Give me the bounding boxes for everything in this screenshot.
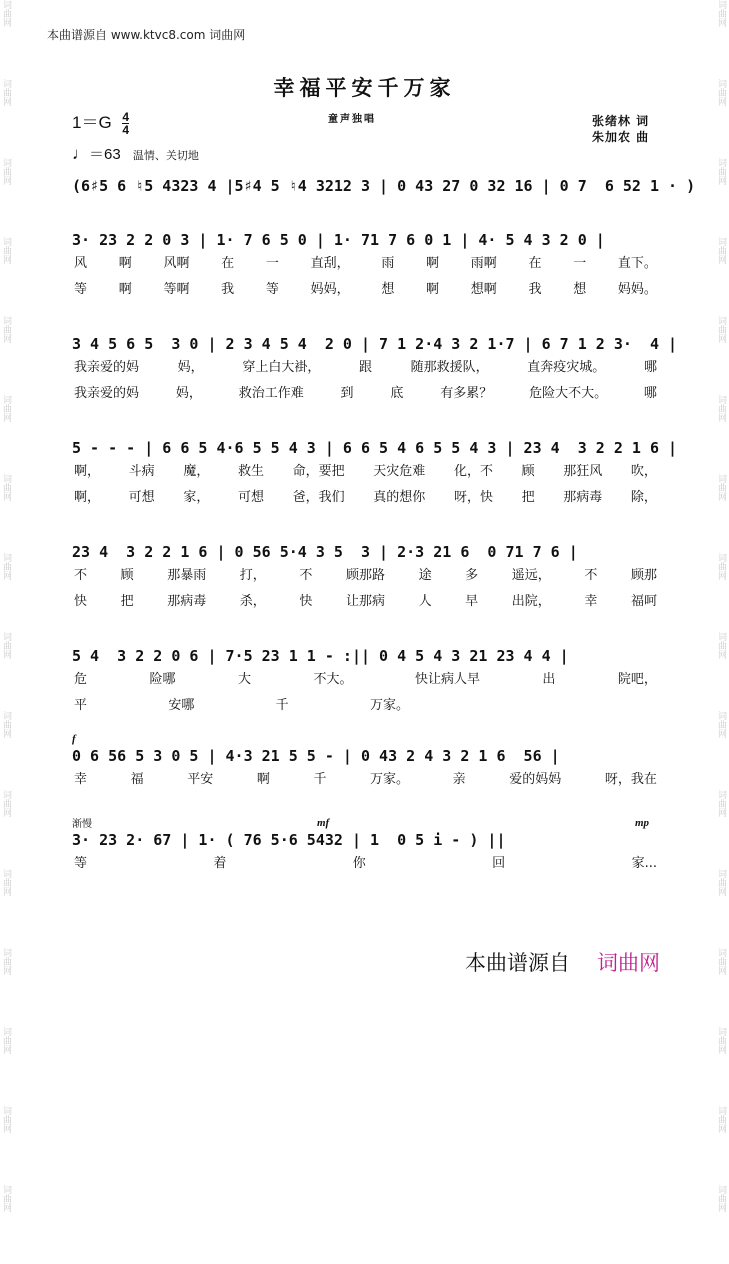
lyric-word: 快	[299, 594, 313, 609]
lyric-word: 顾那	[630, 568, 657, 583]
watermark-text: 词曲网	[716, 395, 726, 422]
lyric-word: 打，	[239, 568, 266, 583]
source-header: 本曲谱源自 www.ktvc8.com 词曲网	[47, 28, 246, 42]
lyric-word: 出院，	[511, 594, 551, 609]
lyric-line	[72, 251, 659, 277]
score-system	[72, 229, 659, 333]
lyric-word: 雨	[381, 256, 395, 271]
lyric-line	[72, 485, 659, 511]
score-system	[72, 645, 659, 745]
lyric-word: 把	[521, 490, 535, 505]
lyric-word: 那病毒	[563, 490, 603, 505]
dynamic-mf: mf	[317, 817, 330, 829]
lyric-word: 快让病人早	[414, 672, 480, 687]
lyric-word: 雨啊	[470, 256, 497, 271]
watermark-text: 词曲网	[716, 1106, 726, 1133]
lyric-line	[72, 277, 659, 303]
lyric-word: 直刮，	[310, 256, 350, 271]
lyric-word: 那狂风	[563, 464, 603, 479]
key-text: 1＝G	[72, 113, 112, 132]
watermark-text: 词曲网	[1, 474, 11, 501]
tempo-change-marking: 渐慢	[72, 819, 92, 830]
watermark-text: 词曲网	[1, 553, 11, 580]
tempo-value: ＝63	[89, 146, 121, 163]
lyric-word: 风啊	[163, 256, 190, 271]
watermark-text: 词曲网	[716, 553, 726, 580]
lyric-word: 风	[74, 256, 88, 271]
watermark-text: 词曲网	[1, 1185, 11, 1212]
watermark-text: 词曲网	[1, 948, 11, 975]
lyric-word: 妈，	[177, 360, 204, 375]
lyric-word: 着	[213, 856, 227, 871]
watermark-text: 词曲网	[716, 711, 726, 738]
lyric-word: 呀，我在	[604, 772, 657, 787]
lyric-word: 平	[74, 698, 88, 713]
lyric-word: 途	[418, 568, 432, 583]
lyric-line	[72, 459, 659, 485]
notation-line: 0 6 56 5 3 0 5 | 4·3 21 5 5 - | 0 43 2 4 3 2 1 6 56 |	[72, 747, 560, 765]
lyric-word: 快	[74, 594, 88, 609]
score-system	[72, 437, 678, 541]
watermark-text: 词曲网	[1, 711, 11, 738]
lyric-word: 那暴雨	[167, 568, 207, 583]
lyric-word: 万家。	[369, 698, 409, 713]
watermark-text: 词曲网	[716, 1027, 726, 1054]
lyric-word: 那病毒	[167, 594, 207, 609]
lyric-word: 院吧，	[617, 672, 657, 687]
lyric-word: 穿上白大褂，	[242, 360, 321, 375]
lyric-word: 跟	[358, 360, 372, 375]
lyric-line	[72, 767, 659, 793]
lyric-word: 千	[275, 698, 289, 713]
lyric-word: 顾	[120, 568, 134, 583]
lyric-word: 福呵	[630, 594, 657, 609]
watermark-text: 词曲网	[716, 316, 726, 343]
lyric-word: 等	[74, 856, 88, 871]
lyric-word: 人	[418, 594, 432, 609]
lyric-word: 遥远，	[511, 568, 551, 583]
lyric-word: 直奔疫灾城。	[527, 360, 606, 375]
lyric-word: 我	[528, 282, 542, 297]
time-sig-top: 4	[122, 110, 130, 125]
lyric-word: 底	[390, 386, 404, 401]
lyric-word: 啊	[118, 282, 132, 297]
watermark-text: 词曲网	[716, 0, 726, 27]
lyric-word: 啊	[256, 772, 270, 787]
lyric-line	[72, 667, 659, 693]
score-system	[72, 733, 659, 829]
lyric-word: 你	[352, 856, 366, 871]
lyric-word: 妈妈，	[310, 282, 350, 297]
watermark-text: 词曲网	[1, 0, 11, 27]
lyric-word: 亲	[452, 772, 466, 787]
watermark-text: 词曲网	[1, 632, 11, 659]
lyric-word: 救治工作难	[238, 386, 304, 401]
lyric-word: 千	[313, 772, 327, 787]
lyric-word: 化，不	[453, 464, 493, 479]
watermark-text: 词曲网	[1, 790, 11, 817]
lyric-word: 想	[381, 282, 395, 297]
notation-line: 3· 23 2· 67 | 1· ( 76 5·6 5432 | 1 0 5 i - ) ||	[72, 831, 506, 849]
dynamic-mp: mp	[634, 817, 649, 829]
watermark-text: 词曲网	[716, 790, 726, 817]
lyric-word: 把	[120, 594, 134, 609]
lyric-word: 哪	[643, 360, 657, 375]
lyric-word: 天灾危难	[373, 464, 426, 479]
lyric-word: 我	[221, 282, 235, 297]
lyric-word: 让那病	[345, 594, 385, 609]
lyric-word: 在	[528, 256, 542, 271]
lyric-word: 回	[492, 856, 506, 871]
lyric-word: 早	[465, 594, 479, 609]
lyric-word: 除，	[630, 490, 657, 505]
lyric-word: 啊，	[74, 490, 101, 505]
side-watermark-left	[0, 0, 14, 1264]
performance-type: 童声独唱	[328, 114, 376, 125]
lyric-line	[72, 563, 659, 589]
lyric-line	[72, 381, 659, 407]
lyric-word: 哪	[643, 386, 657, 401]
notation-line: 23 4 3 2 2 1 6 | 0 56 5·4 3 5 3 | 2·3 21 6 0 71 7 6 |	[72, 543, 578, 561]
lyric-word: 爸，我们	[292, 490, 345, 505]
lyric-word: 等啊	[163, 282, 190, 297]
lyric-word: 等	[265, 282, 279, 297]
watermark-text: 词曲网	[1, 79, 11, 106]
lyric-word: 想啊	[470, 282, 497, 297]
lyric-word: 真的想你	[373, 490, 426, 505]
notation-line: 5 - - - | 6 6 5 4·6 5 5 4 3 | 6 6 5 4 6 5 5 4 3 | 23 4 3 2 2 1 6 |	[72, 439, 678, 457]
lyric-word: 直下。	[617, 256, 657, 271]
quarter-note-icon: ♩	[72, 144, 89, 163]
lyric-word: 杀，	[239, 594, 266, 609]
watermark-text: 词曲网	[716, 632, 726, 659]
lyric-word: 到	[340, 386, 354, 401]
lyric-word: 有多累？	[440, 386, 493, 401]
lyric-word: 家...	[631, 856, 657, 871]
lyric-line	[72, 355, 659, 381]
watermark-text: 词曲网	[716, 158, 726, 185]
lyric-word: 妈，	[175, 386, 202, 401]
watermark-text: 词曲网	[1, 316, 11, 343]
lyric-word: 吹，	[630, 464, 657, 479]
lyric-word: 大	[237, 672, 251, 687]
music-score	[72, 175, 696, 919]
lyric-word: 爱的妈妈	[509, 772, 562, 787]
lyric-word: 危	[74, 672, 88, 687]
watermark-text: 词曲网	[716, 474, 726, 501]
watermark-text: 词曲网	[716, 948, 726, 975]
lyric-word: 不	[299, 568, 313, 583]
lyric-word: 一	[265, 256, 279, 271]
watermark-text: 词曲网	[1, 395, 11, 422]
watermark-text: 词曲网	[716, 79, 726, 106]
composer-credit: 朱加农 曲	[592, 130, 650, 144]
lyric-word: 不	[74, 568, 88, 583]
lyric-word: 啊	[118, 256, 132, 271]
watermark-text: 词曲网	[1, 158, 11, 185]
lyric-word: 等	[74, 282, 88, 297]
lyric-word: 福	[130, 772, 144, 787]
notation-line: 5 4 3 2 2 0 6 | 7·5 23 1 1 - :|| 0 4 5 4 3 21 23 4 4 |	[72, 647, 569, 665]
time-signature	[122, 111, 129, 136]
expression-text: 温情、关切地	[132, 150, 199, 162]
lyric-word: 想	[573, 282, 587, 297]
lyric-word: 危险大不大。	[529, 386, 608, 401]
score-system	[72, 175, 696, 229]
lyric-word: 呀，快	[453, 490, 493, 505]
key-signature	[72, 108, 129, 136]
lyric-word: 啊，	[74, 464, 101, 479]
lyric-word: 随那救援队，	[410, 360, 489, 375]
lyric-word: 一	[573, 256, 587, 271]
lyric-word: 出	[542, 672, 556, 687]
tempo-marking	[72, 143, 199, 164]
lyric-word: 斗病	[128, 464, 155, 479]
score-system	[72, 817, 659, 919]
lyric-word: 幸	[74, 772, 88, 787]
lyric-word: 我亲爱的妈	[74, 360, 140, 375]
lyric-word: 可想	[128, 490, 155, 505]
lyric-word	[653, 693, 657, 719]
lyric-word: 安哪	[168, 698, 195, 713]
lyric-word: 顾	[521, 464, 535, 479]
lyric-word: 不大。	[313, 672, 353, 687]
watermark-text: 词曲网	[716, 1185, 726, 1212]
notation-line: 3· 23 2 2 0 3 | 1· 7 6 5 0 | 1· 71 7 6 0 1 | 4· 5 4 3 2 0 |	[72, 231, 605, 249]
watermark-text: 词曲网	[1, 1106, 11, 1133]
score-system	[72, 541, 659, 645]
lyric-word: 万家。	[370, 772, 410, 787]
lyric-word: 家，	[183, 490, 210, 505]
notation-line: 3 4 5 6 5 3 0 | 2 3 4 5 4 2 0 | 7 1 2·4 3 2 1·7 | 6 7 1 2 3· 4 |	[72, 335, 678, 353]
lyric-word: 不	[584, 568, 598, 583]
song-title: 幸福平安千万家	[273, 75, 456, 100]
lyric-word: 多	[465, 568, 479, 583]
watermark-text: 词曲网	[716, 869, 726, 896]
notation-line: (6♯5 6 ♮5 4323 4 |5♯4 5 ♮4 3212 3 | 0 43 27 0 32 16 | 0 7 6 52 1 · )	[72, 177, 696, 195]
lyric-word: 可想	[237, 490, 264, 505]
lyric-word: 平安	[187, 772, 214, 787]
lyric-line	[72, 851, 659, 877]
lyric-word: 妈妈。	[617, 282, 657, 297]
lyric-word: 险哪	[149, 672, 176, 687]
lyric-line	[72, 693, 659, 719]
dynamic-marking: f	[72, 733, 76, 745]
watermark-text: 词曲网	[716, 237, 726, 264]
watermark-text: 词曲网	[1, 869, 11, 896]
lyric-word: 啊	[426, 256, 440, 271]
lyric-word: 救生	[237, 464, 264, 479]
side-watermark-right	[715, 0, 729, 1264]
lyric-word: 魔，	[183, 464, 210, 479]
lyricist-credit: 张绪林 词	[592, 114, 650, 128]
lyric-word: 啊	[426, 282, 440, 297]
lyric-word: 我亲爱的妈	[74, 386, 140, 401]
time-sig-bottom: 4	[122, 123, 130, 138]
footer-site-name: 词曲网	[597, 951, 660, 975]
lyric-word: 在	[221, 256, 235, 271]
score-system	[72, 333, 678, 437]
lyric-word: 命，要把	[292, 464, 345, 479]
footer-source-text: 本曲谱源自	[465, 951, 570, 975]
watermark-text: 词曲网	[1, 237, 11, 264]
lyric-word: 幸	[584, 594, 598, 609]
lyric-line	[72, 589, 659, 615]
lyric-word: 顾那路	[345, 568, 385, 583]
watermark-text: 词曲网	[1, 1027, 11, 1054]
